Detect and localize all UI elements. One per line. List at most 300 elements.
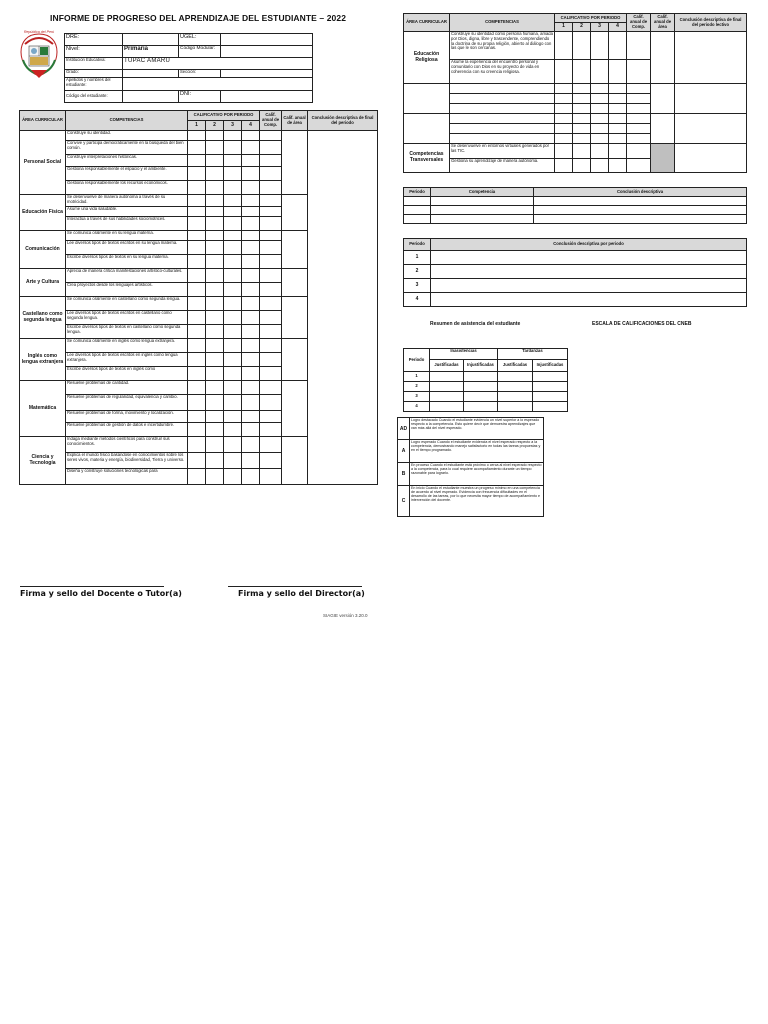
periodo-cell[interactable]	[404, 197, 431, 206]
grade-cell[interactable]	[188, 195, 206, 207]
competencia-text: Resuelve problemas de cantidad.	[66, 381, 188, 395]
attendance-cell[interactable]	[498, 382, 533, 392]
empty-competencia-cell	[450, 114, 555, 124]
conclusion-cell[interactable]	[431, 251, 747, 265]
grade-cell[interactable]	[206, 367, 224, 381]
area-name: Comunicación	[20, 231, 66, 269]
tardanzas-justificadas-header: Justificadas	[498, 360, 533, 372]
grade-cell[interactable]	[242, 339, 260, 353]
empty-area-cell	[404, 114, 450, 144]
attendance-periodo-header: Periodo	[404, 349, 430, 372]
conclusion-por-periodo-header: Conclusión descriptiva por periodo	[431, 239, 747, 251]
calif-comp-cell[interactable]	[260, 325, 282, 339]
area-name: Personal Social	[20, 131, 66, 195]
conclusion-por-periodo-table	[403, 238, 747, 307]
grade-cell[interactable]	[224, 269, 242, 283]
attendance-cell[interactable]	[430, 402, 464, 412]
grade-cell[interactable]	[206, 155, 224, 167]
director-signature-label: Firma y sello del Director(a)	[238, 589, 365, 598]
grade-cell[interactable]	[188, 283, 206, 297]
competencia-text: Construye su identidad.	[66, 131, 188, 141]
grade-cell[interactable]	[224, 131, 242, 141]
attendance-cell[interactable]	[498, 372, 533, 382]
grade-cell[interactable]	[206, 395, 224, 411]
grade-cell[interactable]	[224, 255, 242, 269]
scale-code: AD	[398, 418, 410, 440]
periodo-number: 3	[404, 279, 431, 293]
competencia-text: Indaga mediante métodos científicos para construir sus conocimientos.	[66, 437, 188, 453]
grade-cell[interactable]	[188, 141, 206, 155]
right-calif-area-header: Calif. anual de área	[651, 14, 675, 32]
calif-comp-cell[interactable]	[260, 381, 282, 395]
grade-cell[interactable]	[224, 297, 242, 311]
grade-cell[interactable]	[591, 144, 609, 159]
grade-cell[interactable]	[591, 60, 609, 84]
grade-cell[interactable]	[242, 255, 260, 269]
grade-cell[interactable]	[206, 181, 224, 195]
attendance-cell[interactable]	[533, 372, 568, 382]
competencia-text: Se desenvuelve de manera autónoma a través de su motricidad.	[66, 195, 188, 207]
conclusion-cell[interactable]	[308, 131, 378, 485]
transversal-competencia-1: Se desenvuelve en entornos virtuales generados por las TIC.	[450, 144, 555, 159]
area-name-transversales: Competencias Transversales	[404, 144, 450, 173]
scale-description: En proceso Cuando el estudiante está próximo o cerca al nivel esperado respecto a la competencia, para lo cual requiere acompañamiento durante un tiempo razonable para lograrlo.	[410, 463, 544, 486]
periodo-cell[interactable]	[404, 215, 431, 224]
grade-cell[interactable]	[188, 155, 206, 167]
codigo-estudiante-value[interactable]	[123, 91, 179, 103]
grade-cell[interactable]	[224, 353, 242, 367]
attendance-cell[interactable]	[464, 392, 498, 402]
grade-cell[interactable]	[555, 60, 573, 84]
grade-cell[interactable]	[573, 60, 591, 84]
grade-cell[interactable]	[573, 144, 591, 159]
grade-cell[interactable]	[224, 241, 242, 255]
grading-scale-table	[397, 417, 544, 517]
grade-cell[interactable]	[242, 411, 260, 423]
area-name-religion: Educación Religiosa	[404, 32, 450, 84]
grade-cell[interactable]	[242, 155, 260, 167]
calif-area-cell[interactable]	[651, 32, 675, 84]
attendance-table	[403, 348, 568, 412]
calif-comp-cell[interactable]	[260, 167, 282, 181]
competencia-text: Diseña y construye soluciones tecnológicas para	[66, 469, 188, 485]
conclusion-cell[interactable]	[534, 197, 747, 206]
calif-area-cell[interactable]	[282, 339, 308, 381]
grade-cell[interactable]	[188, 269, 206, 283]
scale-description: Logro esperado Cuando el estudiante evidencia el nivel esperado respecto a la competencia, demostrando manejo satisfactorio en todas las tareas propuestas y en el tiempo programado.	[410, 440, 544, 463]
calif-area-cell[interactable]	[282, 297, 308, 339]
director-signature-line	[228, 586, 362, 587]
grade-cell[interactable]	[224, 141, 242, 155]
conclusion-cell[interactable]	[431, 265, 747, 279]
grade-cell[interactable]	[573, 32, 591, 60]
grade-cell[interactable]	[242, 423, 260, 437]
grade-cell[interactable]	[206, 241, 224, 255]
grado-label: Grado:	[65, 70, 123, 78]
periodo-number: 4	[404, 293, 431, 307]
dre-value[interactable]	[123, 34, 179, 46]
grade-cell[interactable]	[555, 32, 573, 60]
grade-cell[interactable]	[609, 32, 627, 60]
area-name: Castellano como segunda lengua	[20, 297, 66, 339]
grade-cell[interactable]	[188, 241, 206, 255]
logo-caption: República del Perú	[23, 30, 55, 34]
grade-cell[interactable]	[188, 423, 206, 437]
calif-comp-cell[interactable]	[260, 311, 282, 325]
calif-comp-cell[interactable]	[627, 144, 651, 159]
calif-area-cell[interactable]	[282, 269, 308, 297]
grade-cell[interactable]	[188, 437, 206, 453]
grade-cell[interactable]	[224, 155, 242, 167]
grade-cell[interactable]	[188, 453, 206, 469]
attendance-cell[interactable]	[464, 382, 498, 392]
ugel-label: UGEL:	[179, 34, 221, 46]
grade-cell[interactable]	[555, 144, 573, 159]
calif-comp-cell[interactable]	[260, 155, 282, 167]
calif-comp-cell[interactable]	[260, 181, 282, 195]
calif-area-cell[interactable]	[282, 131, 308, 195]
attendance-cell[interactable]	[498, 402, 533, 412]
grade-cell[interactable]	[206, 325, 224, 339]
conclusion-cell[interactable]	[431, 279, 747, 293]
competencia-text: Se comunica oralmente en inglés como lengua extranjera.	[66, 339, 188, 353]
religion-competencia-2: Asume la experiencia del encuentro personal y comunitario con Dios en su proyecto de vida en coherencia con su creencia religiosa.	[450, 60, 555, 84]
competencia-cell[interactable]	[431, 215, 534, 224]
area-name: Arte y Cultura	[20, 269, 66, 297]
conclusion-cell[interactable]	[675, 32, 747, 84]
grade-cell[interactable]	[206, 131, 224, 141]
calif-comp-cell[interactable]	[260, 339, 282, 353]
grade-cell[interactable]	[188, 353, 206, 367]
calif-comp-cell[interactable]	[260, 453, 282, 469]
ie-label: Institución Educativa:	[65, 58, 123, 70]
competencia-text: Aprecia de manera crítica manifestaciones artístico-culturales.	[66, 269, 188, 283]
competencia-text: Resuelve problemas de gestión de datos e incertidumbre.	[66, 423, 188, 437]
area-name: Ciencia y Tecnología	[20, 437, 66, 485]
grade-cell[interactable]	[224, 231, 242, 241]
nombres-value[interactable]	[123, 78, 313, 91]
calif-comp-cell[interactable]	[260, 255, 282, 269]
grade-cell[interactable]	[188, 217, 206, 231]
attendance-cell[interactable]	[498, 392, 533, 402]
grade-cell[interactable]	[206, 453, 224, 469]
grade-cell[interactable]	[188, 255, 206, 269]
calif-area-cell[interactable]	[282, 195, 308, 231]
right-competencias-header: COMPETENCIAS	[450, 14, 555, 32]
competencia-header: Competencia	[431, 188, 534, 197]
grade-cell[interactable]	[188, 181, 206, 195]
right-conclusion-header: Conclusión descriptiva de final del periodo lectivo	[675, 14, 747, 32]
grade-cell[interactable]	[188, 395, 206, 411]
grade-cell[interactable]	[224, 453, 242, 469]
grade-cell[interactable]	[224, 325, 242, 339]
codigo-modular-value[interactable]	[221, 46, 313, 58]
calif-comp-cell[interactable]	[260, 423, 282, 437]
grade-cell[interactable]	[242, 207, 260, 217]
grade-cell[interactable]	[224, 217, 242, 231]
grade-cell[interactable]	[206, 217, 224, 231]
calif-comp-cell[interactable]	[260, 297, 282, 311]
grade-cell[interactable]	[242, 195, 260, 207]
calif-comp-cell[interactable]	[260, 395, 282, 411]
calif-comp-cell[interactable]	[260, 283, 282, 297]
grade-cell[interactable]	[242, 395, 260, 411]
grade-cell[interactable]	[591, 32, 609, 60]
grade-cell[interactable]	[206, 437, 224, 453]
grade-cell[interactable]	[242, 141, 260, 155]
transversal-competencia-2: Gestiona su aprendizaje de manera autónoma.	[450, 159, 555, 173]
grade-cell[interactable]	[188, 381, 206, 395]
codigo-modular-label: Código Modular:	[179, 46, 221, 58]
grade-cell[interactable]	[206, 469, 224, 485]
grade-cell[interactable]	[206, 141, 224, 155]
right-period-3-header: 3	[591, 23, 609, 32]
grade-cell[interactable]	[224, 411, 242, 423]
periodo-header: Periodo	[404, 188, 431, 197]
grade-cell[interactable]	[224, 283, 242, 297]
empty-competencia-cell	[450, 84, 555, 94]
grade-cell[interactable]	[609, 144, 627, 159]
grade-cell[interactable]	[224, 311, 242, 325]
grade-cell[interactable]	[242, 241, 260, 255]
period-4-header: 4	[242, 121, 260, 131]
competencia-text: Asume una vida saludable.	[66, 207, 188, 217]
scale-code: C	[398, 486, 410, 517]
attendance-cell[interactable]	[430, 382, 464, 392]
calif-comp-cell[interactable]	[260, 367, 282, 381]
competencia-text: Gestiona responsablemente los recursos económicos.	[66, 181, 188, 195]
grades-table-right	[403, 13, 747, 173]
periodo-number: 2	[404, 265, 431, 279]
right-calif-comp-header: Calif. anual de Comp.	[627, 14, 651, 32]
attendance-periodo: 3	[404, 392, 430, 402]
grade-cell[interactable]	[242, 311, 260, 325]
grade-cell[interactable]	[224, 423, 242, 437]
empty-area-cell	[404, 84, 450, 114]
competencia-text: Lee diversos tipos de textos escritos en su lengua materna.	[66, 241, 188, 255]
grade-cell[interactable]	[242, 437, 260, 453]
grade-cell[interactable]	[242, 167, 260, 181]
calif-comp-cell[interactable]	[260, 231, 282, 241]
grade-cell[interactable]	[206, 269, 224, 283]
attendance-periodo: 1	[404, 372, 430, 382]
grade-cell[interactable]	[206, 231, 224, 241]
attendance-cell[interactable]	[533, 382, 568, 392]
grade-cell[interactable]	[242, 297, 260, 311]
tardanzas-injustificadas-header: Injustificadas	[533, 360, 568, 372]
grade-cell[interactable]	[242, 217, 260, 231]
grade-cell[interactable]	[206, 411, 224, 423]
grade-cell[interactable]	[242, 181, 260, 195]
attendance-cell[interactable]	[430, 372, 464, 382]
version-footer: SIAGIE versión 3.20.0	[323, 613, 368, 618]
grade-cell[interactable]	[188, 367, 206, 381]
competencia-text: Lee diversos tipos de textos escritos en castellano como segunda lengua.	[66, 311, 188, 325]
nombres-label: Apellidos y nombres del estudiante:	[65, 78, 123, 91]
grade-cell[interactable]	[188, 131, 206, 141]
grade-cell[interactable]	[206, 423, 224, 437]
grade-cell[interactable]	[206, 339, 224, 353]
competencia-text: Convive y participa democráticamente en la búsqueda del bien común.	[66, 141, 188, 155]
scale-description: En inicio Cuando el estudiante muestra un progreso mínimo en una competencia de acuerdo al nivel esperado. Evidencia con frecuencia dificultades en el desarrollo de las tareas, por lo que necesita mayor tiempo de acompañamiento e intervención del docente.	[410, 486, 544, 517]
grade-cell[interactable]	[242, 269, 260, 283]
grade-cell[interactable]	[224, 437, 242, 453]
competencia-text: Se comunica oralmente en castellano como segunda lengua.	[66, 297, 188, 311]
grado-value[interactable]	[123, 70, 179, 78]
grade-cell[interactable]	[188, 411, 206, 423]
attendance-cell[interactable]	[533, 392, 568, 402]
grade-cell[interactable]	[224, 181, 242, 195]
grade-cell[interactable]	[242, 353, 260, 367]
grade-cell[interactable]	[206, 207, 224, 217]
attendance-periodo: 4	[404, 402, 430, 412]
grade-cell[interactable]	[242, 131, 260, 141]
competencia-text: Resuelve problemas de forma, movimiento y localización.	[66, 411, 188, 423]
calif-comp-cell[interactable]	[627, 32, 651, 60]
calif-comp-cell[interactable]	[627, 159, 651, 173]
calif-comp-cell[interactable]	[260, 411, 282, 423]
calif-area-cell-disabled	[651, 144, 675, 173]
conclusion-descriptiva-header: Conclusión descriptiva	[534, 188, 747, 197]
grade-cell[interactable]	[224, 395, 242, 411]
calificativo-header: CALIFICATIVO POR PERIODO	[188, 111, 260, 121]
grade-cell[interactable]	[206, 167, 224, 181]
grade-cell[interactable]	[188, 297, 206, 311]
calif-comp-cell[interactable]	[260, 141, 282, 155]
calif-comp-cell[interactable]	[260, 207, 282, 217]
grade-cell[interactable]	[188, 311, 206, 325]
periodo-header-2: Periodo	[404, 239, 431, 251]
grade-cell[interactable]	[609, 159, 627, 173]
grade-cell[interactable]	[188, 325, 206, 339]
grade-cell[interactable]	[224, 195, 242, 207]
right-period-1-header: 1	[555, 23, 573, 32]
competencia-cell[interactable]	[431, 197, 534, 206]
competencia-text: Explica el mundo físico basándose en conocimientos sobre los seres vivos, materia y energía, biodiversidad, Tierra y universo.	[66, 453, 188, 469]
grade-cell[interactable]	[224, 367, 242, 381]
grade-cell[interactable]	[242, 325, 260, 339]
peru-coat-of-arms-logo	[17, 30, 61, 82]
grade-cell[interactable]	[573, 159, 591, 173]
grade-cell[interactable]	[242, 453, 260, 469]
conclusion-cell[interactable]	[534, 215, 747, 224]
grade-cell[interactable]	[188, 339, 206, 353]
seccion-value[interactable]	[221, 70, 313, 78]
grade-cell[interactable]	[206, 195, 224, 207]
attendance-cell[interactable]	[464, 372, 498, 382]
nivel-value[interactable]: Primaria	[123, 46, 179, 58]
attendance-cell[interactable]	[464, 402, 498, 412]
grade-cell[interactable]	[609, 60, 627, 84]
grade-cell[interactable]	[242, 469, 260, 485]
calif-area-cell[interactable]	[282, 381, 308, 437]
periodo-cell[interactable]	[404, 206, 431, 215]
competencia-text: Construye interpretaciones históricas.	[66, 155, 188, 167]
calif-comp-cell[interactable]	[260, 469, 282, 485]
conclusion-cell[interactable]	[534, 206, 747, 215]
grade-cell[interactable]	[206, 297, 224, 311]
teacher-signature-label: Firma y sello del Docente o Tutor(a)	[20, 589, 182, 598]
ie-value[interactable]: TUPAC AMARU	[123, 58, 313, 70]
grade-cell[interactable]	[242, 283, 260, 297]
grade-cell[interactable]	[206, 353, 224, 367]
calif-comp-cell[interactable]	[260, 217, 282, 231]
competencias-header: COMPETENCIAS	[66, 111, 188, 131]
right-area-header: ÁREA CURRICULAR	[404, 14, 450, 32]
competencia-text: Gestiona responsablemente el espacio y el ambiente.	[66, 167, 188, 181]
competencia-cell[interactable]	[431, 206, 534, 215]
teacher-signature-line	[20, 586, 164, 587]
grade-cell[interactable]	[224, 207, 242, 217]
calif-comp-cell[interactable]	[260, 131, 282, 141]
grade-cell[interactable]	[555, 159, 573, 173]
grade-cell[interactable]	[242, 367, 260, 381]
grade-cell[interactable]	[224, 339, 242, 353]
dre-label: DRE:	[65, 34, 123, 46]
periodo-competencia-table	[403, 187, 747, 224]
grade-cell[interactable]	[188, 469, 206, 485]
conclusion-header: Conclusión descriptiva de final del periodo	[308, 111, 378, 131]
period-1-header: 1	[188, 121, 206, 131]
attendance-cell[interactable]	[533, 402, 568, 412]
grade-cell[interactable]	[224, 469, 242, 485]
calif-comp-cell[interactable]	[627, 60, 651, 84]
conclusion-cell[interactable]	[675, 144, 747, 173]
dni-value[interactable]	[221, 91, 313, 103]
calif-area-cell[interactable]	[282, 437, 308, 485]
grade-cell[interactable]	[224, 381, 242, 395]
scale-code: A	[398, 440, 410, 463]
right-calificativo-header: CALIFICATIVO POR PERIODO	[555, 14, 627, 23]
conclusion-cell[interactable]	[431, 293, 747, 307]
calif-comp-cell[interactable]	[260, 241, 282, 255]
right-period-4-header: 4	[609, 23, 627, 32]
inasistencias-header: Inasistencias	[430, 349, 498, 360]
grade-cell[interactable]	[206, 283, 224, 297]
tardanzas-header: Tardanzas	[498, 349, 568, 360]
attendance-cell[interactable]	[430, 392, 464, 402]
religion-competencia-1: Construye su identidad como persona humana, amada por Dios, digna, libre y trascendente, comprendiendo la doctrina de su propia religión, abierto al diálogo con las que le son cercanas.	[450, 32, 555, 60]
calif-area-cell[interactable]	[282, 231, 308, 269]
competencia-text: Escribe diversos tipos de textos en su lengua materna.	[66, 255, 188, 269]
competencia-text: Escribe diversos tipos de textos en inglés como	[66, 367, 188, 381]
grade-cell[interactable]	[188, 207, 206, 217]
competencia-text: Interactúa a través de sus habilidades sociomotrices.	[66, 217, 188, 231]
student-info-table	[64, 33, 313, 103]
calif-comp-cell[interactable]	[260, 353, 282, 367]
area-name: Educación Física	[20, 195, 66, 231]
calif-comp-header: Calif. anual de Comp.	[260, 111, 282, 131]
dni-label: DNI:	[179, 91, 221, 103]
grade-cell[interactable]	[188, 231, 206, 241]
grade-cell[interactable]	[206, 381, 224, 395]
calif-comp-cell[interactable]	[260, 437, 282, 453]
ugel-value[interactable]	[221, 34, 313, 46]
scale-code: B	[398, 463, 410, 486]
grade-cell[interactable]	[206, 255, 224, 269]
grade-cell[interactable]	[224, 167, 242, 181]
grade-cell[interactable]	[591, 159, 609, 173]
grade-cell[interactable]	[242, 231, 260, 241]
period-3-header: 3	[224, 121, 242, 131]
codigo-estudiante-label: Código del estudiante:	[65, 91, 123, 103]
grade-cell[interactable]	[242, 381, 260, 395]
grades-table	[19, 110, 378, 485]
grade-cell[interactable]	[188, 167, 206, 181]
calif-comp-cell[interactable]	[260, 195, 282, 207]
calif-comp-cell[interactable]	[260, 269, 282, 283]
grade-cell[interactable]	[206, 311, 224, 325]
